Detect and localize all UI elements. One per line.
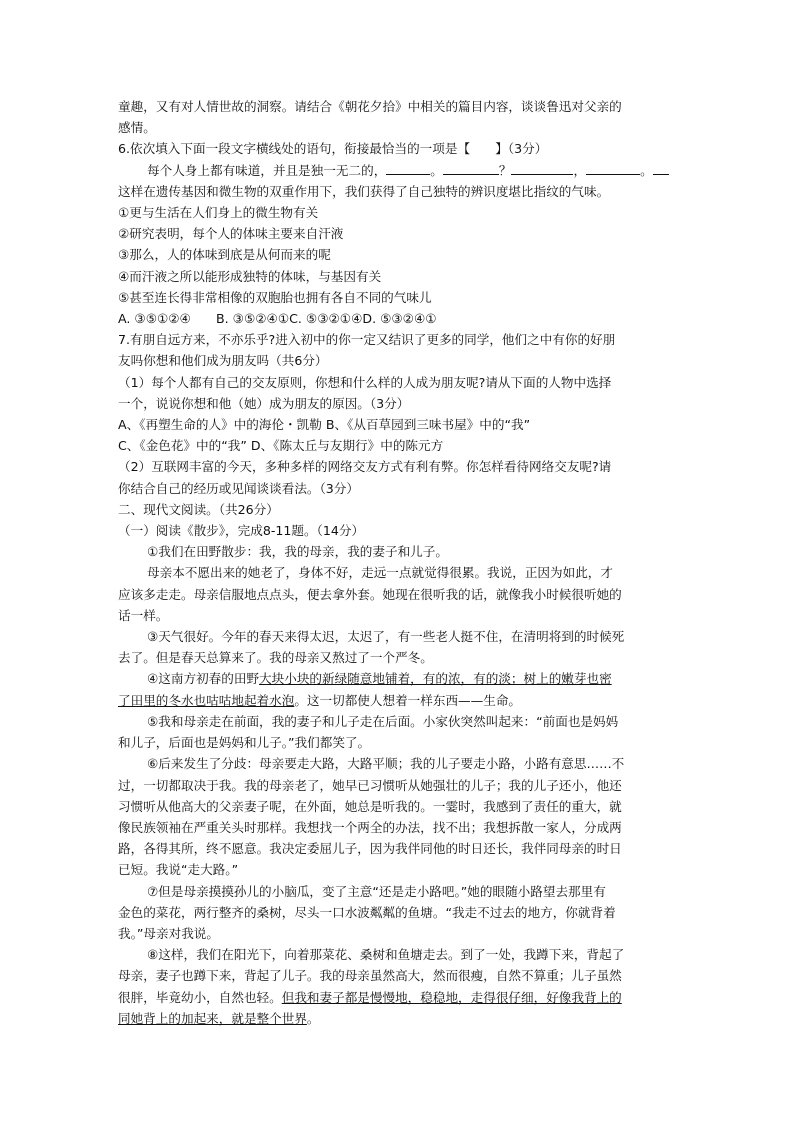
q6-option-3: ③那么，人的体味到底是从何而来的呢 <box>118 247 331 263</box>
essay-p6-line-6: 已短。我说“走大路。” <box>118 862 239 878</box>
essay-p8-tail: 。 <box>306 1010 320 1026</box>
blank-punct: 。 <box>640 162 653 178</box>
blank-line <box>586 160 640 175</box>
essay-p2-line-2: 应该多走走。母亲信服地点点头，便去拿外套。她现在很听我的话，就像我小时候很听她的 <box>118 586 622 602</box>
q6-passage-line-1 <box>118 160 678 181</box>
q7-stem-2: 友吗你想和他们成为朋友吗（共6分） <box>118 353 328 369</box>
section-subtitle: （一）阅读《散步》，完成8-11题。（14分） <box>118 523 365 539</box>
q6-passage-line-2: 这样在遗传基因和微生物的双重作用下，我们获得了自己独特的辨识度堪比指纹的气味。 <box>118 183 610 199</box>
q7-sub2-line-2: 你结合自己的经历或见闻谈谈看法。（3分） <box>118 480 359 496</box>
blank-punct: ， <box>573 162 587 178</box>
essay-p7-line-1: ⑦但是母亲摸摸孙儿的小脑瓜，变了主意“还是走小路吧。”她的眼随小路望去那里有 <box>147 883 606 899</box>
essay-p6-line-5: 路，各得其所，终不愿意。我决定委屈儿子，因为我伴同他的时日还长，我伴同母亲的时日 <box>118 841 622 857</box>
essay-p4-line-1 <box>118 668 678 689</box>
underlined-sentence: 但我和妻子都是慢慢地，稳稳地，走得很仔细，好像我背上的 <box>281 989 622 1005</box>
essay-p6-line-4: 像民族领袖在严重关头时那样。我想找一个两全的办法，找不出；我想拆散一家人，分成两 <box>118 819 622 835</box>
q6-option-1: ①更与生活在人们身上的微生物有关 <box>118 205 319 221</box>
essay-p5-line-2: 和儿子，后面也是妈妈和儿子。”我们都笑了。 <box>118 735 371 751</box>
section-title: 二、现代文阅读。（共26分） <box>118 501 279 517</box>
q7-sub1-line-1: （1）每个人都有自己的交友原则，你想和什么样的人成为朋友呢?请从下面的人物中选择 <box>118 374 612 390</box>
essay-p3-line-1: ③天气很好。今年的春天来得太迟，太迟了，有一些老人挺不住，在清明将到的时候死 <box>147 629 625 645</box>
essay-p8-line-2: 母亲，妻子也蹲下来，背起了儿子。我的母亲虽然高大，然而很瘦，自然不算重；儿子虽然 <box>118 968 622 984</box>
essay-p6-line-1: ⑥后来发生了分歧：母亲要走大路，大路平顺；我的儿子要走小路，小路有意思……不 <box>147 756 625 772</box>
q6-blanks <box>386 160 668 181</box>
q6-option-5: ⑤甚至连长得非常相像的双胞胎也拥有各自不同的气味儿 <box>118 289 432 305</box>
underlined-sentence: 大块小块的新绿随意地铺着，有的浓，有的淡；树上的嫩芽也密 <box>259 671 612 687</box>
q7-options-cd: C、《金色花》中的“我” D、《陈太丘与友期行》中的陈元方 <box>118 438 444 454</box>
essay-p8-lead: 很胖，毕竟幼小，自然也轻。 <box>118 989 282 1005</box>
essay-p1: ①我们在田野散步：我，我的母亲，我的妻子和儿子。 <box>147 544 448 560</box>
essay-p6-line-2: 过，一切都取决于我。我的母亲老了，她早已习惯听从她强壮的儿子；我的儿子还小，他还 <box>118 777 622 793</box>
essay-p4-tail: 。这一切都使人想着一样东西——生命。 <box>294 692 521 708</box>
essay-p8-line-3 <box>118 987 678 1008</box>
essay-p3-line-2: 去了。但是春天总算来了。我的母亲又熬过了一个严冬。 <box>118 650 433 666</box>
intro-line-2: 感情。 <box>118 120 156 136</box>
intro-line-1: 童趣，又有对人情世故的洞察。请结合《朝花夕拾》中相关的篇目内容，谈谈鲁迅对父亲的 <box>118 99 622 114</box>
q6-choices: A. ③⑤①②④ B. ③⑤②④①C. ⑤③②①④D. ⑤③②④① <box>118 311 437 327</box>
blank-line <box>511 160 573 175</box>
q7-stem-1: 7.有朋自远方来，不亦乐乎?进入初中的你一定又结识了更多的同学，他们之中有你的好朋 <box>118 332 616 348</box>
q7-sub1-line-2: 一个，说说你想和他（她）成为朋友的原因。（3分） <box>118 395 410 411</box>
q7-options-ab: A、《再塑生命的人》中的海伦・凯勒 B、《从百草园到三味书屋》中的“我” <box>118 417 531 433</box>
blank-line <box>386 160 430 175</box>
essay-p7-line-3: 我。”母亲对我说。 <box>118 925 219 941</box>
q6-stem: 6.依次填入下面一段文字横线处的语句，衔接最恰当的一项是【 】（3分） <box>118 141 548 157</box>
essay-p5-line-1: ⑤我和母亲走在前面，我的妻子和儿子走在后面。小家伙突然叫起来：“前面也是妈妈 <box>147 713 619 729</box>
essay-p4-lead: ④这南方初春的田野 <box>147 671 260 687</box>
underlined-sentence: 同她背上的加起来，就是整个世界 <box>118 1010 307 1026</box>
essay-p2-line-1: 母亲本不愿出来的她老了，身体不好，走远一点就觉得很累。我说，正因为如此，才 <box>147 565 613 581</box>
essay-p6-line-3: 习惯听从他高大的父亲妻子呢，在外面，她总是听我的。一霎时，我感到了责任的重大，就 <box>118 798 622 814</box>
essay-p8-line-1: ⑧这样，我们在阳光下，向着那菜花、桑树和鱼塘走去。到了一处，我蹲下来，背起了 <box>147 947 625 963</box>
q6-passage-lead: 每个人身上都有味道，并且是独一无二的， <box>147 162 387 178</box>
essay-p7-line-2: 金色的菜花，两行整齐的桑树，尽头一口水波粼粼的鱼塘。“我走不过去的地方，你就背着 <box>118 904 616 920</box>
essay-p8-line-4 <box>118 1008 678 1029</box>
essay-p2-line-3: 话一样。 <box>118 607 169 623</box>
essay-p4-line-2 <box>118 690 678 711</box>
underlined-sentence: 了田里的冬水也咕咕地起着水泡 <box>118 692 295 708</box>
document-page <box>118 96 678 1029</box>
q6-option-2: ②研究表明，每个人的体味主要来自汗液 <box>118 226 344 242</box>
q6-option-4: ④而汗液之所以能形成独特的体味，与基因有关 <box>118 268 382 284</box>
blank-line <box>653 160 669 175</box>
blank-line <box>443 160 499 175</box>
blank-punct: 。 <box>430 162 443 178</box>
q7-sub2-line-1: （2）互联网丰富的今天，多种多样的网络交友方式有利有弊。你怎样看待网络交友呢?请 <box>118 459 612 475</box>
blank-punct: ？ <box>498 162 512 178</box>
